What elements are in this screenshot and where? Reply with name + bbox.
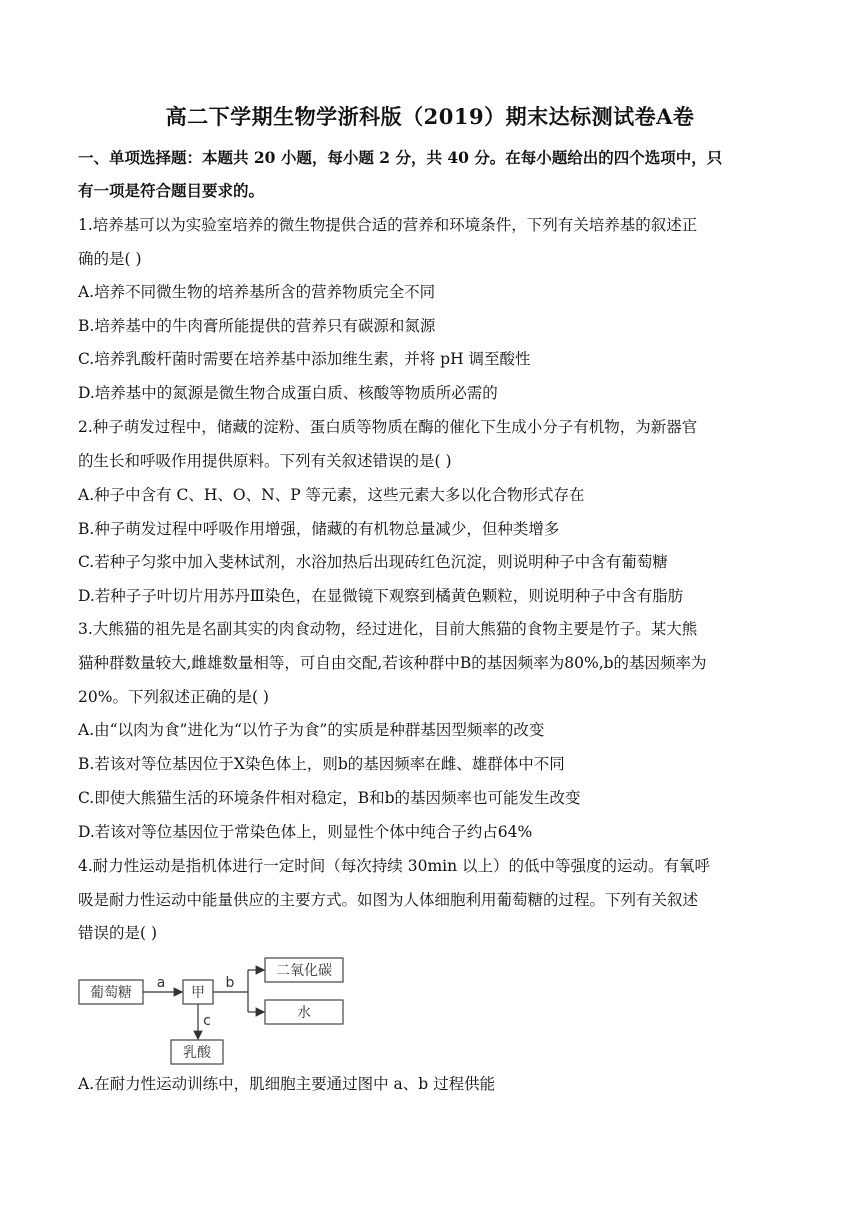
process-a-label: a xyxy=(156,975,166,991)
water-label: 水 xyxy=(297,1005,311,1021)
q1-stem-line-1: 1.培养基可以为实验室培养的微生物提供合适的营养和环境条件，下列有关培养基的叙述正 xyxy=(78,216,698,234)
co2-label: 二氧化碳 xyxy=(276,963,332,979)
q2-stem-line-2: 的生长和呼吸作用提供原料。下列有关叙述错误的是( ) xyxy=(78,452,452,470)
process-c-label: c xyxy=(203,1013,211,1029)
q3-option-b: B.若该对等位基因位于X染色体上，则b的基因频率在雌、雄群体中不同 xyxy=(78,755,565,773)
q3-option-d: D.若该对等位基因位于常染色体上，则显性个体中纯合子约占64% xyxy=(78,823,533,841)
q4-stem-line-1: 4.耐力性运动是指机体进行一定时间（每次持续 30min 以上）的低中等强度的运动。有氧呼 xyxy=(78,857,711,875)
lactic-acid-label: 乳酸 xyxy=(183,1045,211,1061)
process-b-label: b xyxy=(225,975,235,991)
q4-stem-line-2: 吸是耐力性运动中能量供应的主要方式。如图为人体细胞利用葡萄糖的过程。下列有关叙述 xyxy=(78,891,699,909)
q2-option-a: A.种子中含有 C、H、O、N、P 等元素，这些元素大多以化合物形式存在 xyxy=(78,486,585,504)
q3-option-a: A.由“以肉为食”进化为“以竹子为食”的实质是种群基因型频率的改变 xyxy=(78,721,545,739)
q1-option-a: A.培养不同微生物的培养基所含的营养物质完全不同 xyxy=(78,283,436,301)
glucose-metabolism-diagram xyxy=(78,955,368,1070)
q1-option-d: D.培养基中的氮源是微生物合成蛋白质、核酸等物质所必需的 xyxy=(78,384,498,402)
q3-stem-line-1: 3.大熊猫的祖先是名副其实的肉食动物，经过进化，目前大熊猫的食物主要是竹子。某大熊 xyxy=(78,620,698,638)
q1-stem-line-2: 确的是( ) xyxy=(78,250,142,268)
jia-label: 甲 xyxy=(191,985,205,1001)
q2-stem-line-1: 2.种子萌发过程中，储藏的淀粉、蛋白质等物质在酶的催化下生成小分子有机物，为新器官 xyxy=(78,418,698,436)
q2-option-c: C.若种子匀浆中加入斐林试剂，水浴加热后出现砖红色沉淀，则说明种子中含有葡萄糖 xyxy=(78,553,668,571)
q1-option-c: C.培养乳酸杆菌时需要在培养基中添加维生素，并将 pH 调至酸性 xyxy=(78,350,531,368)
q2-option-b: B.种子萌发过程中呼吸作用增强，储藏的有机物总量减少，但种类增多 xyxy=(78,520,560,538)
section-heading-line-2: 有一项是符合题目要求的。 xyxy=(78,181,265,200)
q3-stem-line-3: 20%。下列叙述正确的是( ) xyxy=(78,688,269,706)
q4-option-a: A.在耐力性运动训练中，肌细胞主要通过图中 a、b 过程供能 xyxy=(78,1075,496,1093)
q3-stem-line-2: 猫种群数量较大,雌雄数量相等，可自由交配,若该种群中B的基因频率为80%,b的基因频率为 xyxy=(78,654,707,672)
glucose-label: 葡萄糖 xyxy=(90,985,132,1001)
q2-option-d: D.若种子子叶切片用苏丹Ⅲ染色，在显微镜下观察到橘黄色颗粒，则说明种子中含有脂肪 xyxy=(78,587,684,605)
q3-option-c: C.即使大熊猫生活的环境条件相对稳定，B和b的基因频率也可能发生改变 xyxy=(78,789,581,807)
q4-stem-line-3: 错误的是( ) xyxy=(78,924,158,942)
page-title: 高二下学期生物学浙科版（2019）期末达标测试卷A卷 xyxy=(165,104,695,129)
q1-option-b: B.培养基中的牛肉膏所能提供的营养只有碳源和氮源 xyxy=(78,317,436,335)
section-heading-line-1: 一、单项选择题：本题共 20 小题，每小题 2 分，共 40 分。在每小题给出的四个选项中，只 xyxy=(78,148,723,167)
